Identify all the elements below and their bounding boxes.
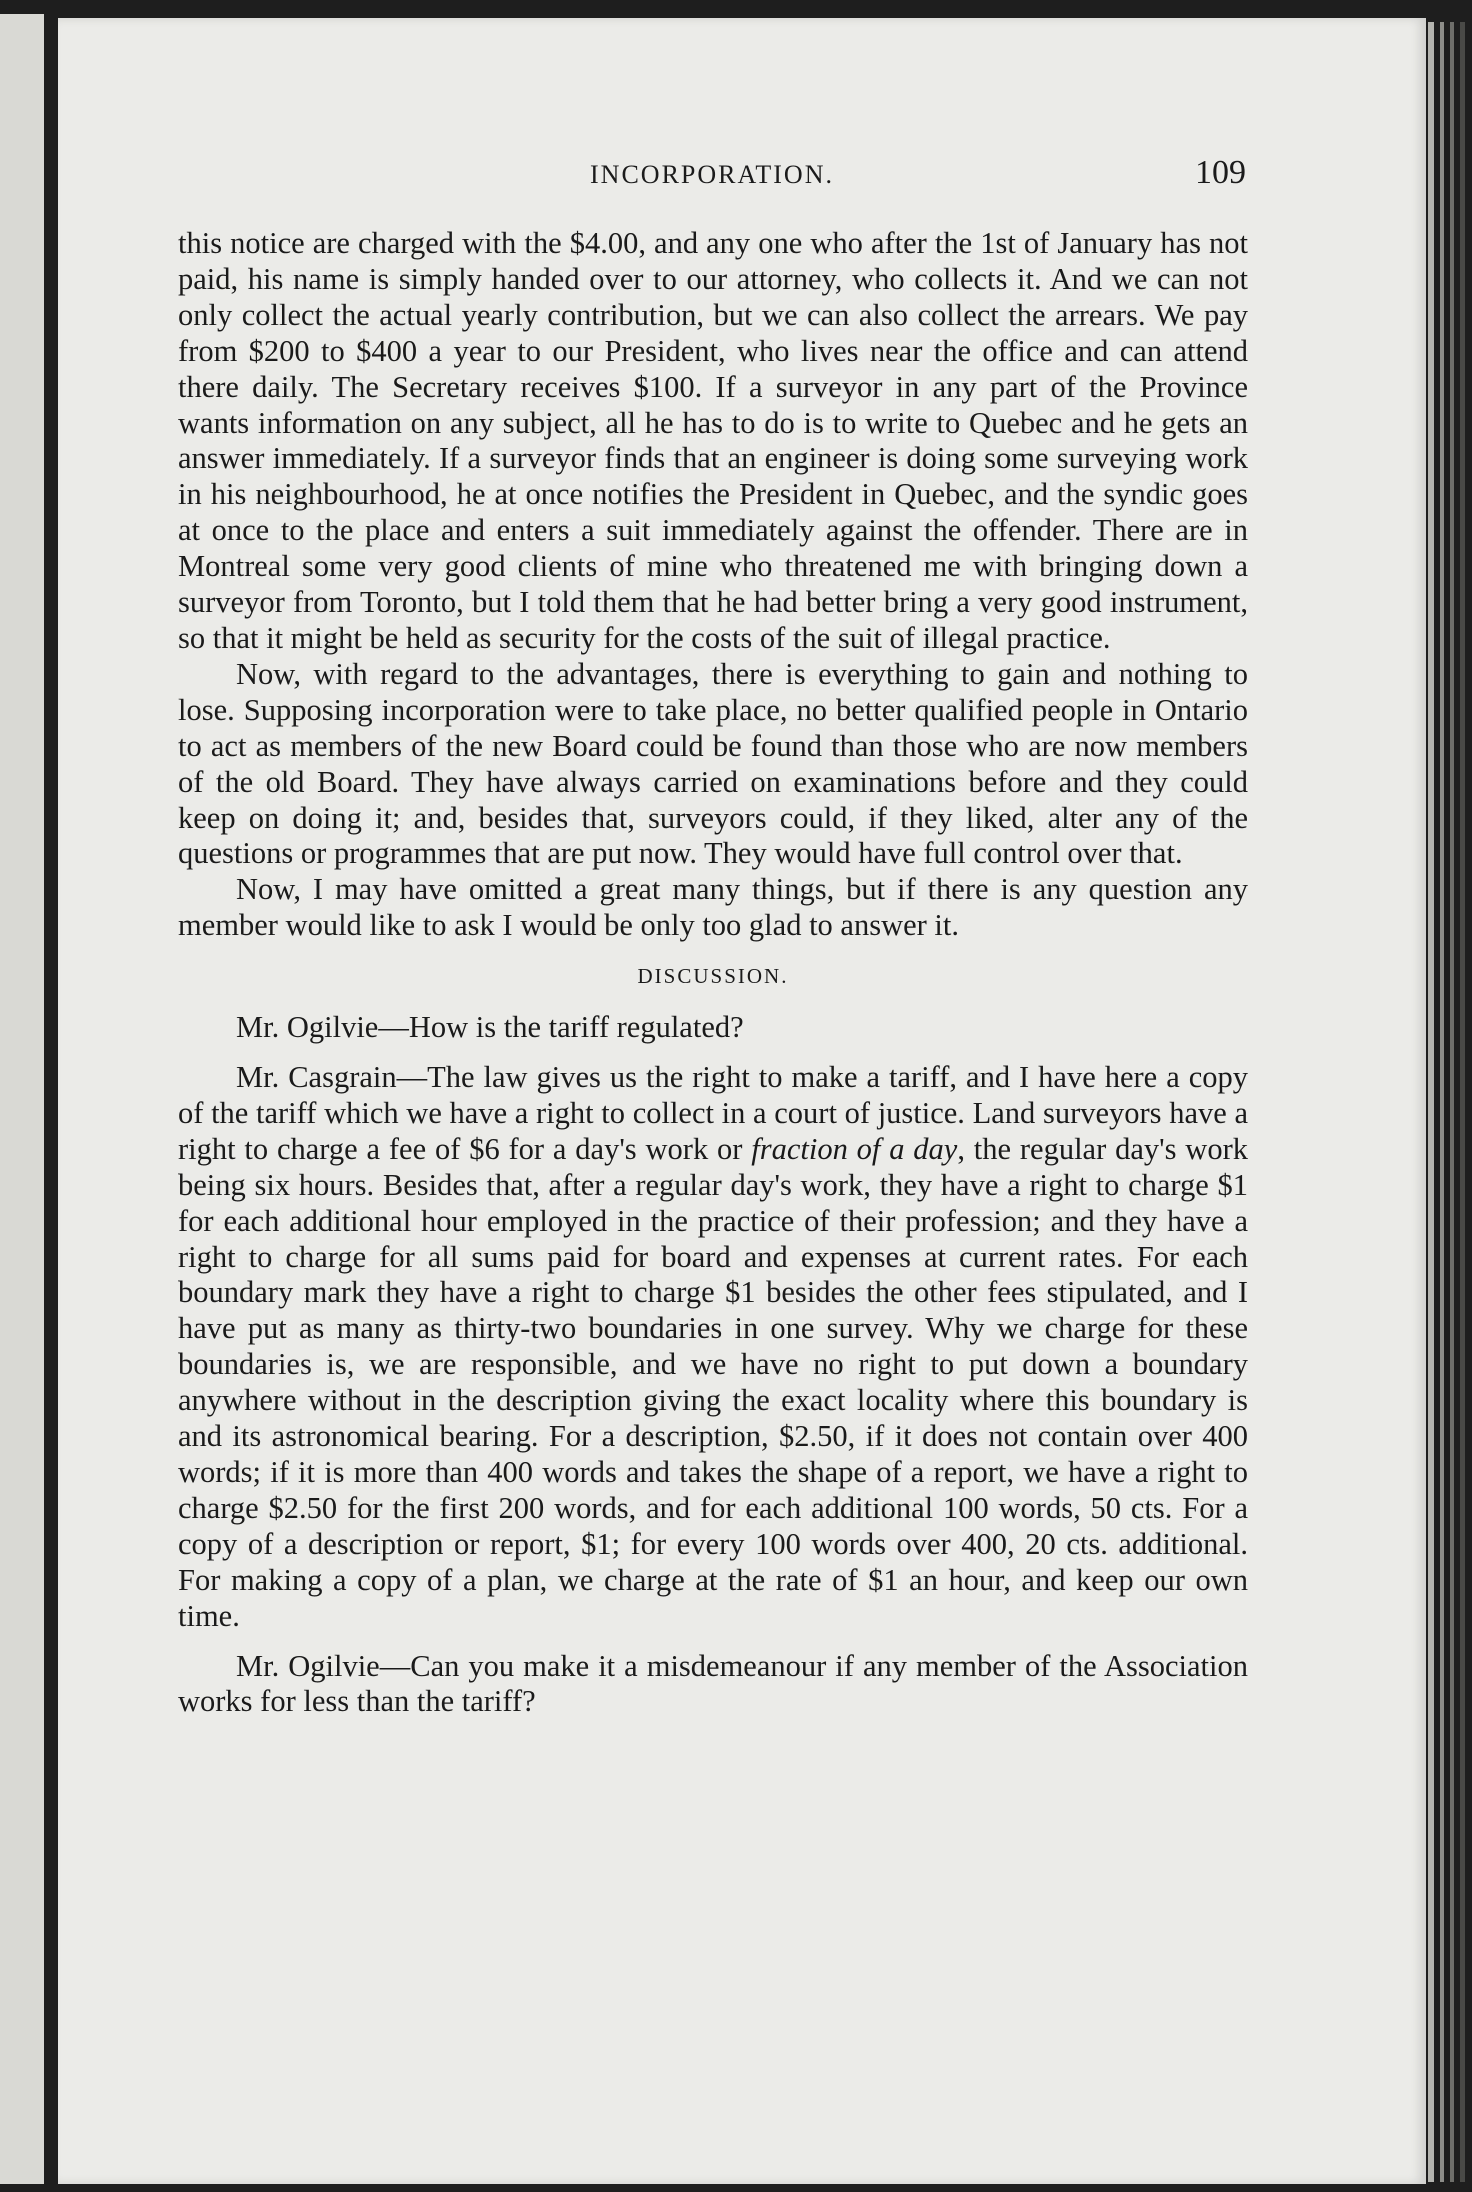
paragraph-closing: Now, I may have omitted a great many things, but if there is any question any member would like to ask I would be only too glad to answer it. <box>178 872 1248 943</box>
facing-page-edge <box>0 14 44 2184</box>
discussion-heading: DISCUSSION. <box>637 964 789 989</box>
question-ogilvie-1: Mr. Ogilvie—How is the tariff regulated? <box>236 1010 744 1045</box>
page-edge-line <box>1450 22 1454 2182</box>
page-number: 109 <box>1195 154 1246 191</box>
italic-phrase: fraction of a day <box>751 1131 958 1166</box>
page-header <box>178 154 1246 204</box>
paragraph-continued: this notice are charged with the $4.00, and any one who after the 1st of January has not paid, his name is simply handed over to our attorney, who collects it. And we can not only collect the actual yearly contribution, but we can also collect the arrears. We pay from $200 to $400 a year to our President, who lives near the office and can attend there daily. The Secretary receives $100. If a surveyor in any part of the Province wants information on any subject, all he has to do is to write to Quebec and he gets an answer immediately. If a surveyor finds that an engineer is doing some surveying work in his neighbourhood, he at once notifies the President in Quebec, and the syndic goes at once to the place and enters a suit immediately against the offender. There are in Montreal some very good clients of mine who threatened me with bringing down a surveyor from Toronto, but I told them that he had better bring a very good instrument, so that it might be held as security for the costs of the suit of illegal practice. <box>178 226 1248 655</box>
page-edge-line <box>1440 22 1444 2182</box>
question-ogilvie-2: Mr. Ogilvie—Can you make it a misdemeanour if any member of the Association works for less than the tariff? <box>178 1648 1248 1719</box>
paragraph-advantages: Now, with regard to the advantages, there is everything to gain and nothing to lose. Supposing incorporation were to take place, no better qualified people in Ontario to act as members of the new Board could be found than those who are now members of the old Board. They have always carried on examinations before and they could keep on doing it; and, besides that, surveyors could, if they liked, alter any of the questions or programmes that are put now. They would have full control over that. <box>178 656 1248 871</box>
answer-text-end: , the regular day's work being six hours. Besides that, after a regular day's work, they have a right to charge $1 for each additional hour employed in the practice of their profession; and they have a right to charge for all sums paid for board and expenses at current rates. For each boundary mark they have a right to charge $1 besides the other fees stipulated, and I have put as many as thirty-two boundaries in one survey. Why we charge for these boundaries is, we are responsible, and we have no right to put down a boundary anywhere without in the description giving the exact locality where this boundary is and its astronomical bearing. For a description, $2.50, if it does not contain over 400 words; if it is more than 400 words and takes the shape of a report, we have a right to charge $2.50 for the first 200 words, and for each additional 100 words, 50 cts. For a copy of a description or report, $1; for every 100 words over 400, 20 cts. additional. For making a copy of a plan, we charge at the rate of $1 an hour, and keep our own time. <box>178 1131 1248 1633</box>
answer-text-start: Mr. Casgrain—The law gives us the right to make a tariff, and I have here a copy of the tariff which we have a right to collect in a court of justice. Land surveyors have a right to charge a fee of $6 for a day's work or <box>178 1060 1248 1166</box>
page-edge-line <box>1460 22 1465 2182</box>
answer-casgrain <box>178 1060 1248 1635</box>
running-head: INCORPORATION. <box>590 160 834 189</box>
page-edge-line <box>1428 22 1434 2182</box>
body-text <box>178 226 1248 1720</box>
